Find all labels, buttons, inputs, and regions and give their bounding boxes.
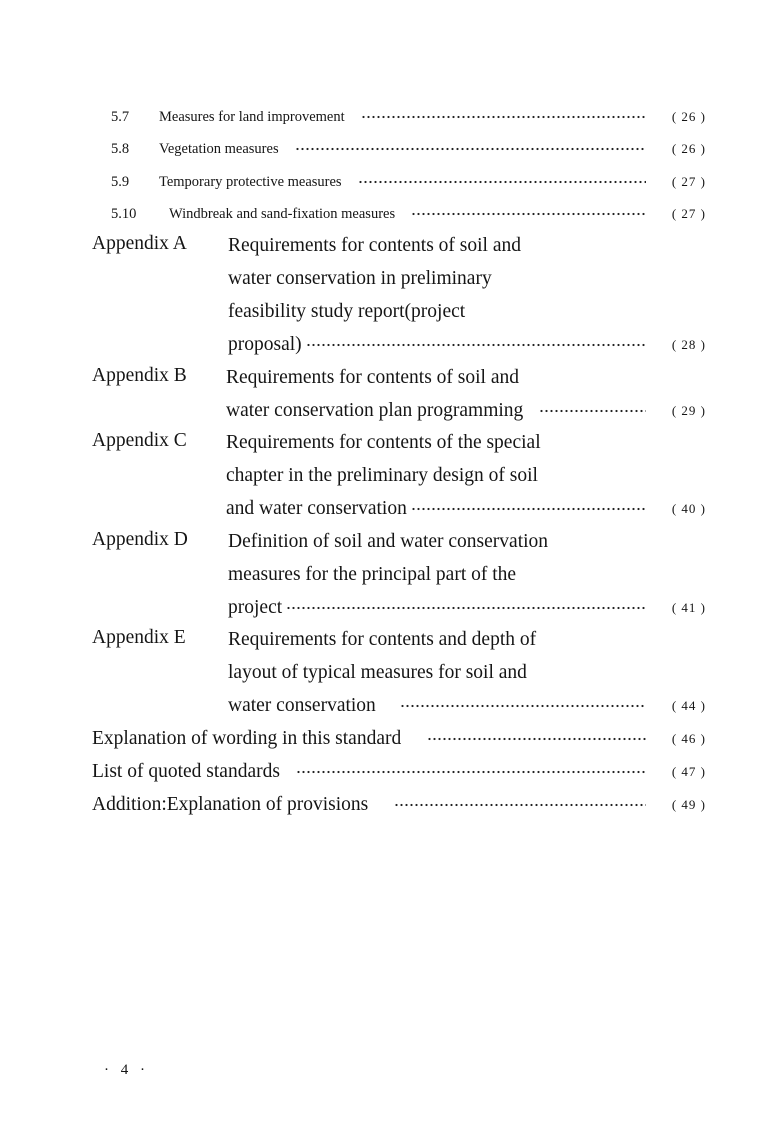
entry-title: List of quoted standards <box>92 761 280 782</box>
appendix-title: chapter in the preliminary design of soil <box>226 465 538 486</box>
page-ref: ( 47 ) <box>671 764 706 779</box>
dot-leader <box>306 341 646 349</box>
appendix-title: Requirements for contents and depth of <box>228 629 537 650</box>
section-number: 5.9 <box>111 173 130 190</box>
page-ref: ( 26 ) <box>671 141 706 156</box>
appendix-title: Requirements for contents of the special <box>226 432 541 453</box>
page-ref: ( 26 ) <box>671 109 706 124</box>
appendix-label: Appendix C <box>92 430 187 451</box>
appendix-title: and water conservation <box>226 498 407 519</box>
toc-entry-5-8[interactable] <box>111 136 706 162</box>
appendix-title: Requirements for contents of soil and <box>226 367 519 388</box>
appendix-title-line <box>226 496 706 522</box>
appendix-title-line <box>228 529 706 555</box>
entry-title: Explanation of wording in this standard <box>92 728 402 749</box>
appendix-title-line <box>228 233 706 259</box>
appendix-title: proposal) <box>228 334 302 355</box>
appendix-title: project <box>228 597 283 618</box>
section-title: Measures for land improvement <box>159 108 345 125</box>
appendix-title-line <box>228 562 706 588</box>
appendix-label: Appendix E <box>92 627 186 648</box>
dot-leader <box>295 145 646 153</box>
appendix-title-line <box>228 332 706 358</box>
section-title: Temporary protective measures <box>159 173 342 190</box>
appendix-title-line <box>228 266 706 292</box>
page-ref: ( 46 ) <box>671 731 706 746</box>
appendix-title-line <box>228 627 706 653</box>
page-ref: ( 41 ) <box>671 600 706 615</box>
appendix-title: Requirements for contents of soil and <box>228 235 521 256</box>
appendix-title-line <box>228 693 706 719</box>
dot-leader <box>296 768 646 776</box>
appendix-title-line <box>226 398 706 424</box>
appendix-label: Appendix A <box>92 233 187 254</box>
appendix-label: Appendix B <box>92 365 187 386</box>
appendix-title-line <box>228 299 706 325</box>
appendix-title-line <box>228 595 706 621</box>
entry-title: Addition:Explanation of provisions <box>92 794 369 815</box>
dot-leader <box>411 210 646 218</box>
toc-entry-explanation-of-wording[interactable] <box>92 726 706 752</box>
page-ref: ( 29 ) <box>671 403 706 418</box>
appendix-title: water conservation in preliminary <box>228 268 492 289</box>
dot-leader <box>400 702 646 710</box>
toc-entry-5-9[interactable] <box>111 169 706 195</box>
appendix-title: water conservation plan programming <box>226 400 524 421</box>
appendix-title: Definition of soil and water conservation <box>228 531 549 552</box>
dot-leader <box>286 604 646 612</box>
dot-leader <box>427 735 646 743</box>
dot-leader <box>361 113 646 121</box>
toc-entry-quoted-standards[interactable] <box>92 759 706 785</box>
appendix-title-line <box>226 430 706 456</box>
section-title: Vegetation measures <box>159 140 279 157</box>
section-number: 5.7 <box>111 108 130 125</box>
appendix-title-line <box>228 660 706 686</box>
page-ref: ( 49 ) <box>671 797 706 812</box>
page-ref: ( 27 ) <box>671 174 706 189</box>
dot-leader <box>539 407 646 415</box>
appendix-title-line <box>226 463 706 489</box>
dot-leader <box>411 505 646 513</box>
dot-leader <box>394 801 646 809</box>
page-ref: ( 28 ) <box>671 337 706 352</box>
appendix-label: Appendix D <box>92 529 188 550</box>
page-ref: ( 40 ) <box>671 501 706 516</box>
page-ref: ( 44 ) <box>671 698 706 713</box>
appendix-title: feasibility study report(project <box>228 301 466 322</box>
section-number: 5.10 <box>111 205 137 222</box>
section-number: 5.8 <box>111 140 130 157</box>
toc-entry-5-10[interactable] <box>111 201 706 227</box>
section-title: Windbreak and sand-fixation measures <box>169 205 396 222</box>
appendix-title: measures for the principal part of the <box>228 564 517 585</box>
toc-entry-5-7[interactable] <box>111 104 706 130</box>
toc-entry-explanation-of-provisions[interactable] <box>92 792 706 818</box>
appendix-title: layout of typical measures for soil and <box>228 662 527 683</box>
appendix-title-line <box>226 365 706 391</box>
appendix-title: water conservation <box>228 695 376 716</box>
page-number: · 4 · <box>104 1062 149 1078</box>
dot-leader <box>358 178 646 186</box>
page-ref: ( 27 ) <box>671 206 706 221</box>
